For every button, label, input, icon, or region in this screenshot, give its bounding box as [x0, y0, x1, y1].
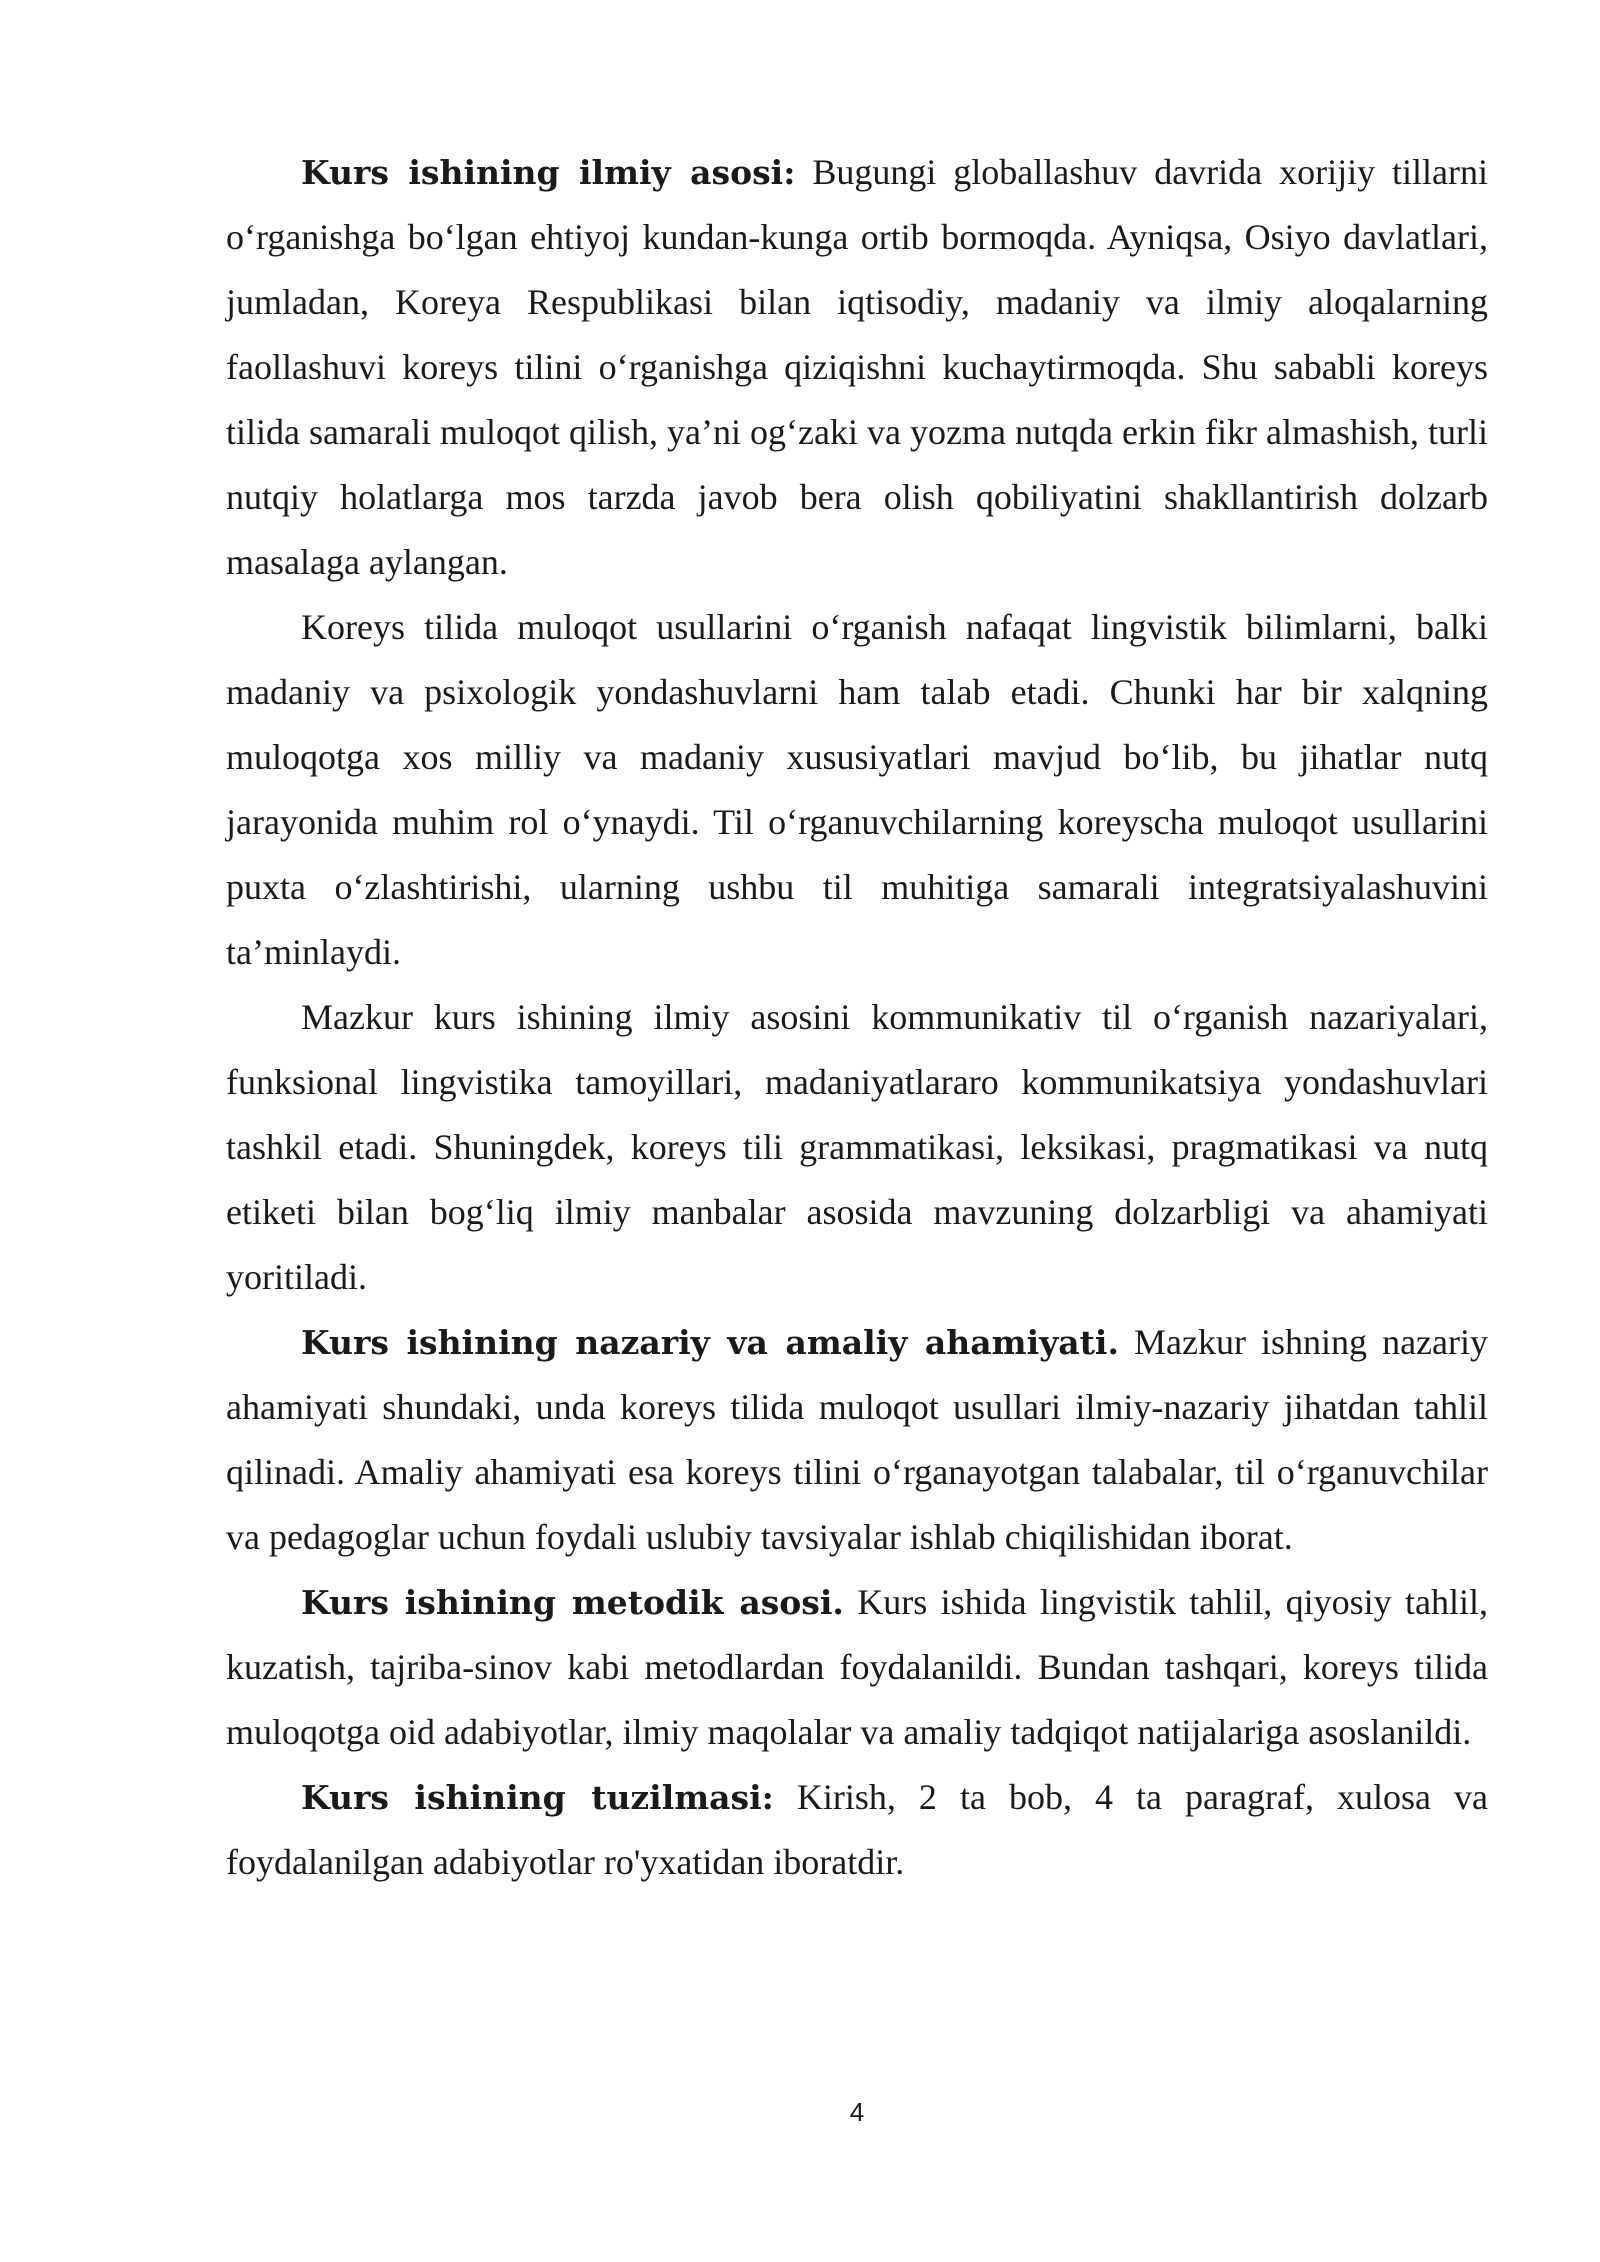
page-number: 4: [849, 2097, 865, 2127]
paragraph-text: Mazkur kurs ishining ilmiy asosini kommunikativ til o‘rganish nazariyalari, funksional lingvistika tamoyillari, madaniyatlararo kommunikatsiya yondashuvlari tashkil etadi. Shuningdek, koreys tili grammatikasi, leksikasi, pragmatikasi va nutq etiketi bilan bog‘liq ilmiy manbalar asosida mavzuning dolzarbligi va ahamiyati yoritiladi.: [226, 997, 1488, 1297]
paragraph-nazariy-amaliy: [226, 1310, 1488, 1570]
paragraph-heading: Kurs ishining ilmiy asosi:: [301, 153, 796, 192]
paragraph-text: Kirish, 2 ta bob, 4 ta paragraf, xulosa va foydalanilgan adabiyotlar ro'yxatidan iboratdir.: [226, 1777, 1488, 1882]
paragraph-metodik-asos: [226, 1570, 1488, 1765]
paragraph-ilmiy-asosini: [226, 985, 1488, 1310]
paragraph-heading: Kurs ishining tuzilmasi:: [301, 1778, 774, 1817]
paragraph-tuzilma: [226, 1765, 1488, 1895]
paragraph-muloqot-usullari: [226, 595, 1488, 985]
paragraph-heading: Kurs ishining metodik asosi.: [301, 1583, 844, 1622]
paragraph-heading: Kurs ishining nazariy va amaliy ahamiyati.: [301, 1323, 1119, 1362]
paragraph-text: Kurs ishida lingvistik tahlil, qiyosiy tahlil, kuzatish, tajriba-sinov kabi metodlardan foydalanildi. Bundan tashqari, koreys tilida muloqotga oid adabiyotlar, ilmiy maqolalar va amaliy tadqiqot natijalariga asoslanildi.: [226, 1582, 1488, 1752]
paragraph-text: Bugungi globallashuv davrida xorijiy tillarni o‘rganishga bo‘lgan ehtiyoj kundan-kunga ortib bormoqda. Ayniqsa, Osiyo davlatlari, jumladan, Koreya Respublikasi bilan iqtisodiy, madaniy va ilmiy aloqalarning faollashuvi koreys tilini o‘rganishga qiziqishni kuchaytirmoqda. Shu sababli koreys tilida samarali muloqot qilish, ya’ni og‘zaki va yozma nutqda erkin fikr almashish, turli nutqiy holatlarga mos tarzda javob bera olish qobiliyatini shakllantirish dolzarb masalaga aylangan.: [226, 152, 1488, 582]
document-body: [226, 140, 1488, 1895]
paragraph-text: Mazkur ishning nazariy ahamiyati shundaki, unda koreys tilida muloqot usullari ilmiy-nazariy jihatdan tahlil qilinadi. Amaliy ahamiyati esa koreys tilini o‘rganayotgan talabalar, til o‘rganuvchilar va pedagoglar uchun foydali uslubiy tavsiyalar ishlab chiqilishidan iborat.: [226, 1322, 1488, 1557]
paragraph-ilmiy-asos: [226, 140, 1488, 595]
paragraph-text: Koreys tilida muloqot usullarini o‘rganish nafaqat lingvistik bilimlarni, balki madaniy va psixologik yondashuvlarni ham talab etadi. Chunki har bir xalqning muloqotga xos milliy va madaniy xususiyatlari mavjud bo‘lib, bu jihatlar nutq jarayonida muhim rol o‘ynaydi. Til o‘rganuvchilarning koreyscha muloqot usullarini puxta o‘zlashtirishi, ularning ushbu til muhitiga samarali integratsiyalashuvini ta’minlaydi.: [226, 607, 1488, 972]
